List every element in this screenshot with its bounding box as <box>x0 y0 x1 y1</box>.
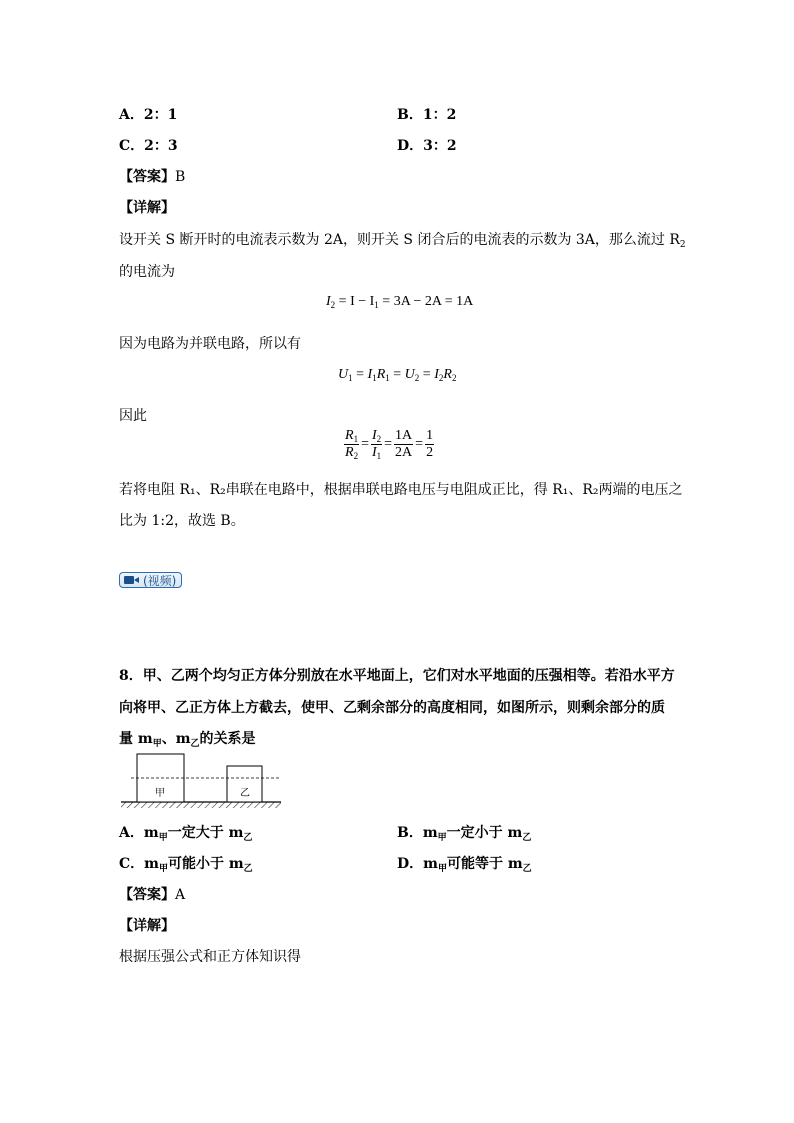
eq-sub: 1 <box>374 300 379 310</box>
video-button[interactable] <box>119 572 182 589</box>
q7-text-5: 若将电阻 R₁、R₂串联在电路中，根据串联电路电压与电阻成正比，得 R₁、R₂两端的电压之 <box>119 482 683 498</box>
fraction-i: $\frac{I_2}{I_1}$ <box>371 428 382 461</box>
q8-option-d: D．$m_甲$可能等于 $m_乙$ <box>397 856 532 874</box>
eq-var: I <box>326 294 331 309</box>
ground-hatch <box>121 802 281 808</box>
q7-equation-1 <box>326 294 473 310</box>
answer-label: 【答案】 <box>119 887 175 903</box>
eq-sub: 2 <box>330 300 336 310</box>
q7-equation-3: $\frac{R_1}{R_2}$ = $\frac{I_2}{I_1}$ = $\frac{1A}{2A}$ = $\frac{1}{2}$ <box>345 428 434 461</box>
q7-analysis-label: 【详解】 <box>119 200 175 216</box>
q8-analysis-label: 【详解】 <box>119 918 175 934</box>
q7-text-6: 比为 1:2，故选 B。 <box>119 513 245 529</box>
q8-figure <box>119 752 284 812</box>
q8-stem-line-1: 8．甲、乙两个均匀正方体分别放在水平地面上，它们对水平地面的压强相等。若沿水平方 <box>119 668 675 684</box>
q7-option-b: B．1：2 <box>397 107 457 123</box>
answer-label: 【答案】 <box>119 169 175 185</box>
eq-run: = I − I <box>338 294 375 309</box>
q8-option-c: C．$m_甲$可能小于 $m_乙$ <box>119 856 253 874</box>
q7-text-4: 因此 <box>119 408 147 424</box>
q7-equation-2: $U_1 = I_1R_1 = U_2 = I_2R_2$ <box>338 367 457 383</box>
q8-answer <box>119 884 185 904</box>
fraction-r: $\frac{R_1}{R_2}$ <box>345 428 359 461</box>
q8-stem-line-2: 向将甲、乙正方体上方截去，使甲、乙剩余部分的高度相同，如图所示，则剩余部分的质 <box>119 700 665 716</box>
cube-yi-label: 乙 <box>240 788 250 799</box>
q7-answer <box>119 166 185 186</box>
video-camera-icon <box>124 575 140 585</box>
eq-run: = 3A − 2A = 1A <box>382 294 474 309</box>
answer-value: B <box>175 169 186 185</box>
cube-jia-label: 甲 <box>155 788 165 799</box>
answer-value: A <box>175 887 186 903</box>
q7-text-3: 因为电路为并联电路，所以有 <box>119 336 301 352</box>
q7-option-c: C．2：3 <box>119 138 178 154</box>
q8-text-1: 根据压强公式和正方体知识得 <box>119 949 301 965</box>
q8-option-b: B．$m_甲$一定小于 $m_乙$ <box>397 825 532 843</box>
q8-option-a: A．$m_甲$一定大于 $m_乙$ <box>119 825 253 843</box>
video-label: (视频) <box>143 573 177 588</box>
q7-option-a: A．2：1 <box>119 107 178 123</box>
text-run: 设开关 S 断开时的电流表示数为 2A，则开关 S 闭合后的电流表的示数为 3A，那么流过 R <box>119 232 680 248</box>
q7-option-d: D．3：2 <box>397 138 457 154</box>
q7-text-1 <box>119 229 686 250</box>
fraction-values: $\frac{1A}{2A}$ <box>395 428 413 460</box>
fraction-result: $\frac{1}{2}$ <box>426 428 434 460</box>
q7-text-2: 的电流为 <box>119 264 175 280</box>
text-sub: 2 <box>679 240 686 250</box>
q8-stem-line-3: 量 $m_甲$、$m_乙$的关系是 <box>119 731 256 749</box>
cubes-diagram <box>119 752 284 812</box>
